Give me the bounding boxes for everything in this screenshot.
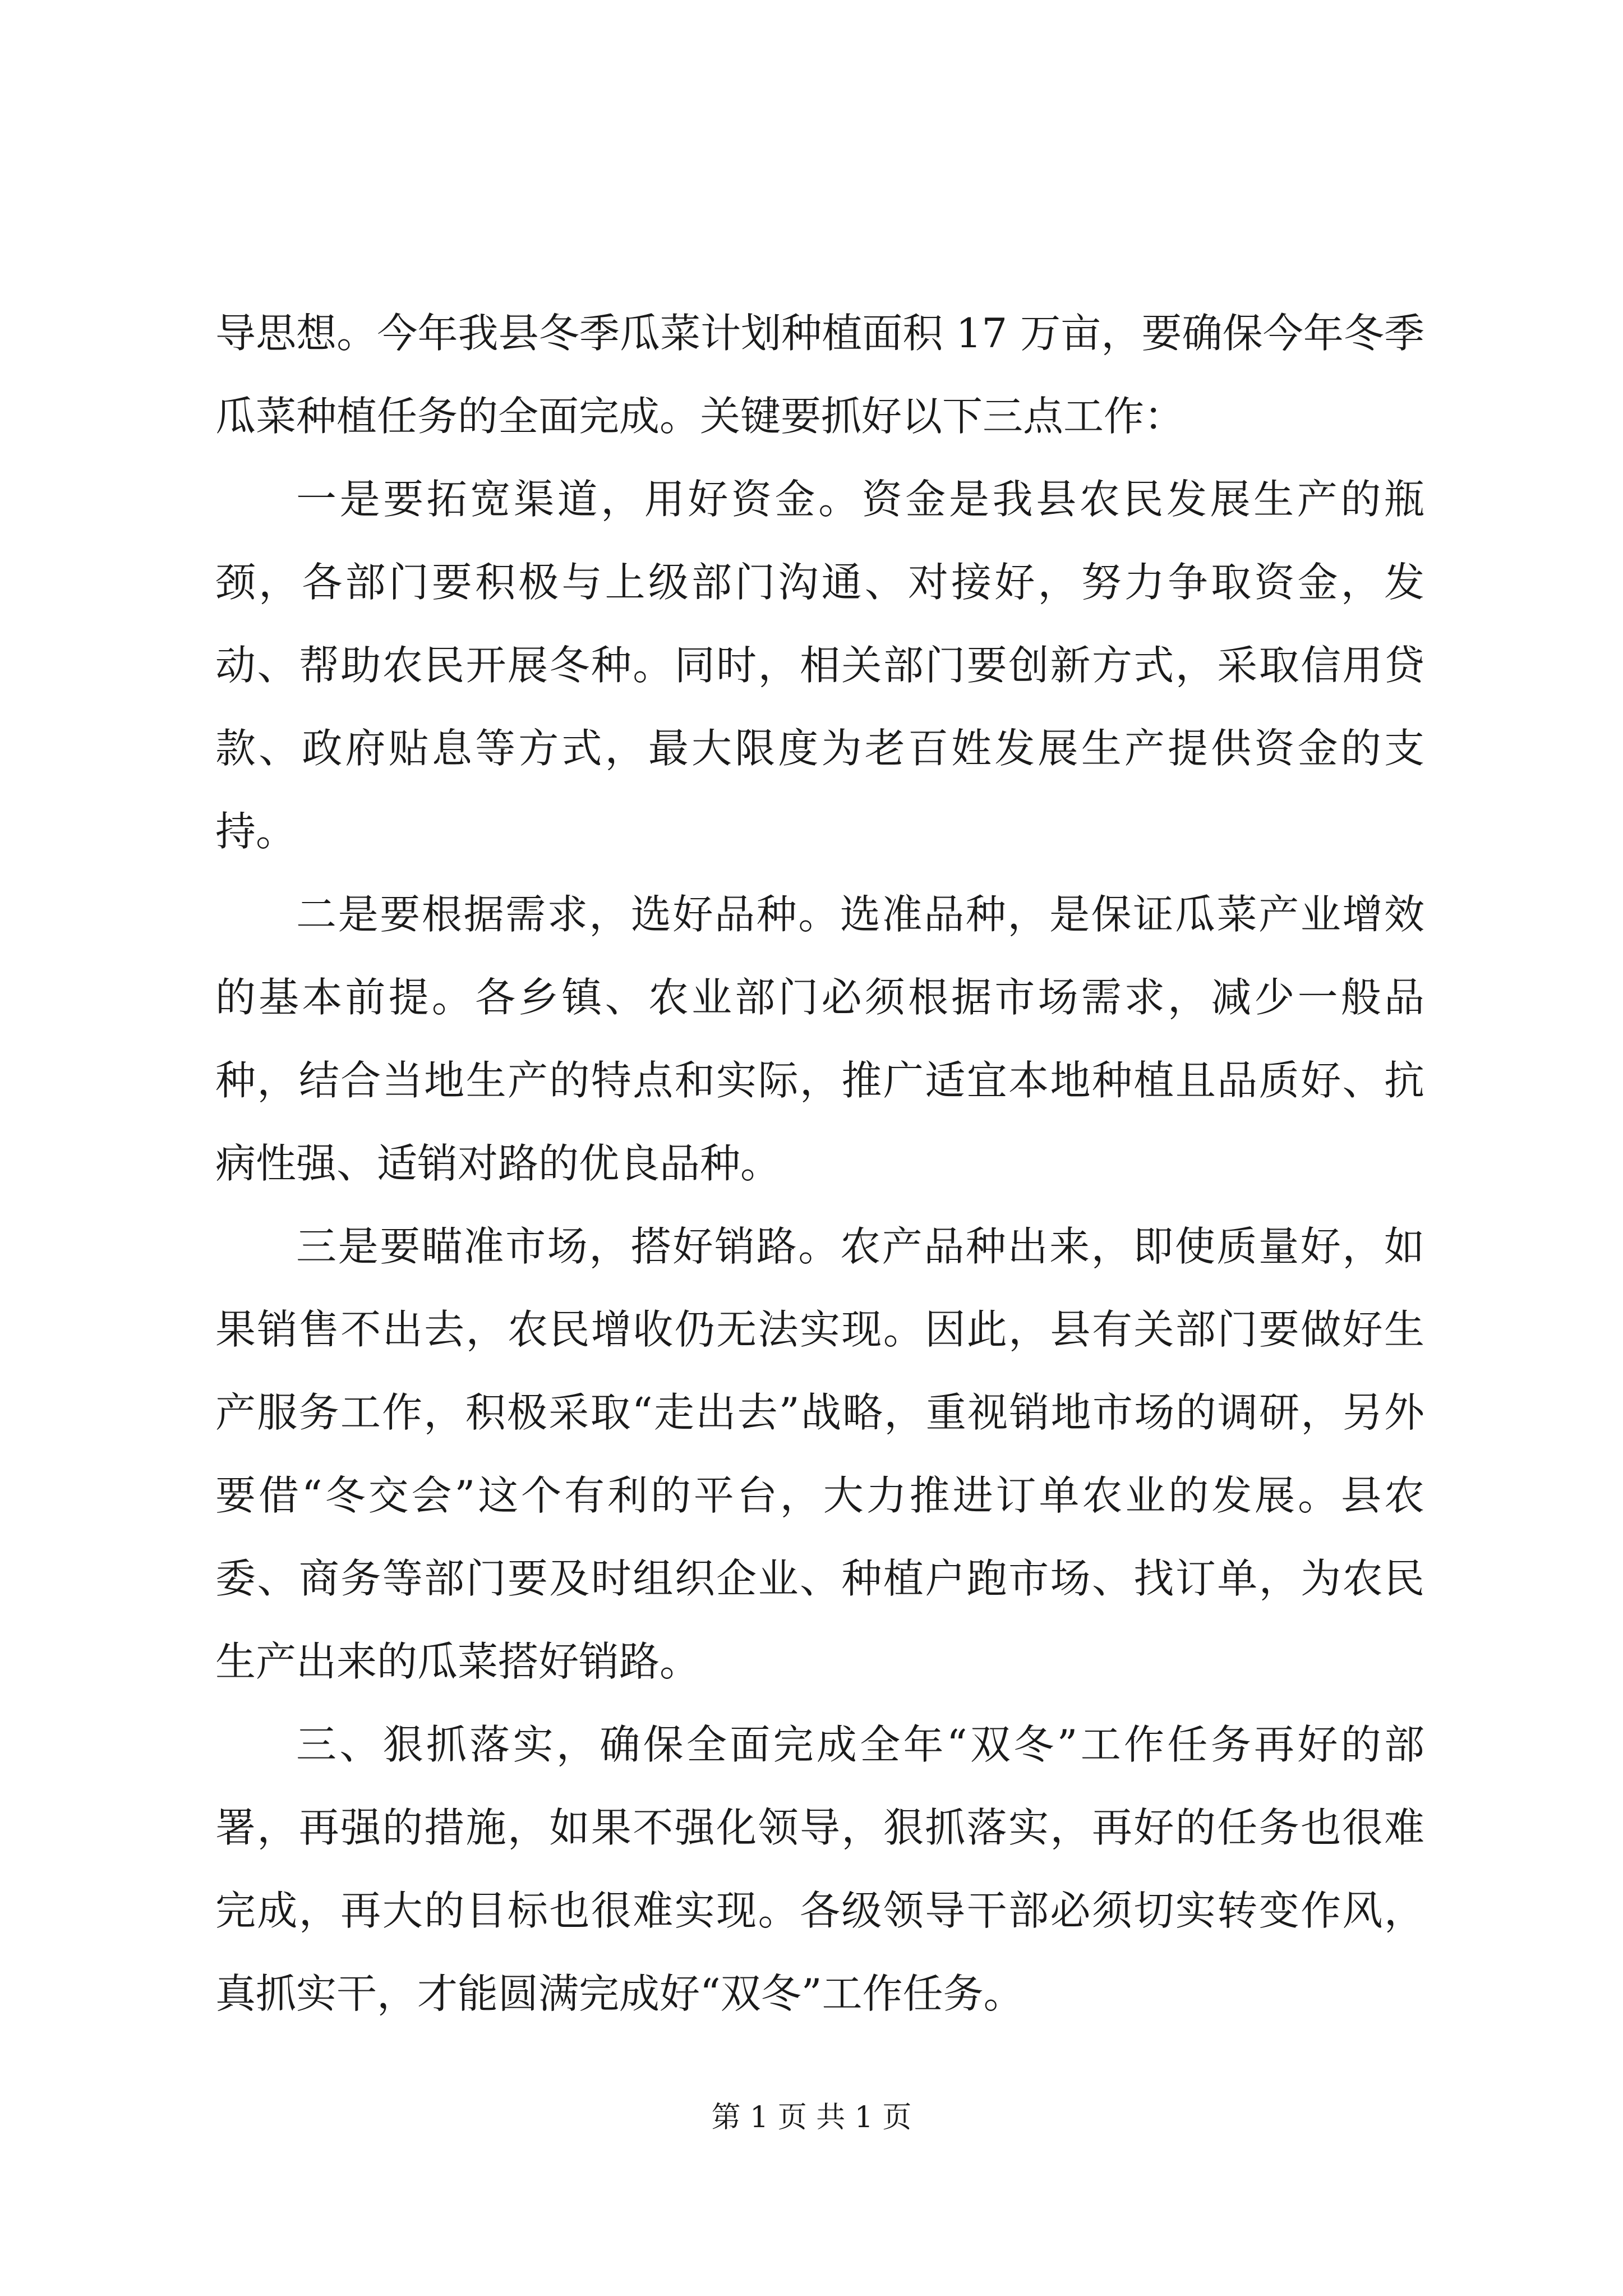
paragraph-implementation: 三、狠抓落实，确保全面完成全年“双冬”工作任务再好的部署，再强的措施，如果不强化领导，狠抓落实，再好的任务也很难完成，再大的目标也很难实现。各级领导干部必须切实转变作风，真抓实干，才能圆满完成好“双冬”工作任务。 — [215, 1721, 1424, 2017]
paragraph-funding: 一是要拓宽渠道，用好资金。资金是我县农民发展生产的瓶颈，各部门要积极与上级部门沟通、对接好，努力争取资金，发动、帮助农民开展冬种。同时，相关部门要创新方式，采取信用贷款、政府贴息等方式，最大限度为老百姓发展生产提供资金的支持。 — [215, 476, 1424, 855]
page-footer: 第 1 页 共 1 页 — [711, 2101, 912, 2134]
paragraph-continued: 导思想。今年我县冬季瓜菜计划种植面积 17 万亩，要确保今年冬季瓜菜种植任务的全面完成。关键要抓好以下三点工作： — [215, 310, 1424, 440]
paragraph-varieties: 二是要根据需求，选好品种。选准品种，是保证瓜菜产业增效的基本前提。各乡镇、农业部门必须根据市场需求，减少一般品种，结合当地生产的特点和实际，推广适宜本地种植且品质好、抗病性强、适销对路的优良品种。 — [215, 891, 1424, 1187]
paragraph-market: 三是要瞄准市场，搭好销路。农产品种出来，即使质量好，如果销售不出去，农民增收仍无法实现。因此，县有关部门要做好生产服务工作，积极采取“走出去”战略，重视销地市场的调研，另外要借“冬交会”这个有利的平台，大力推进订单农业的发展。县农委、商务等部门要及时组织企业、种植户跑市场、找订单，为农民生产出来的瓜菜搭好销路。 — [215, 1223, 1424, 1685]
document-body — [215, 292, 1424, 2035]
